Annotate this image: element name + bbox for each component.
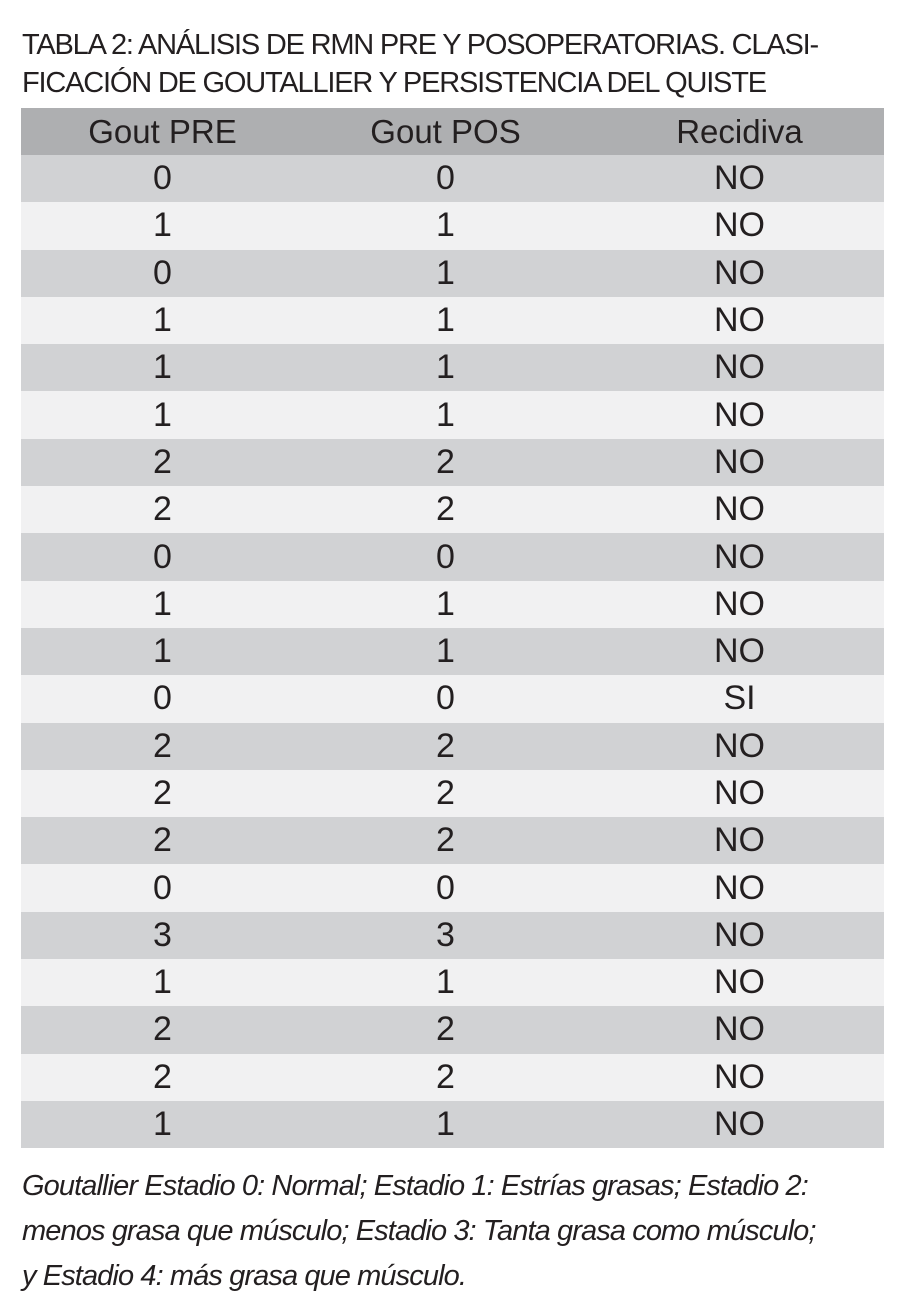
cell-recidiva: NO (587, 533, 884, 580)
table-caption (22, 26, 882, 102)
cell-gout-pre: 1 (21, 581, 304, 628)
cell-gout-pre: 2 (21, 817, 304, 864)
header-recidiva: Recidiva (587, 108, 884, 155)
table-row (21, 155, 884, 202)
cell-gout-pos: 2 (304, 1054, 587, 1101)
header-row (21, 108, 884, 155)
table-row (21, 959, 884, 1006)
header-gout-pre: Gout PRE (21, 108, 304, 155)
table-row (21, 533, 884, 580)
footnote-line-3: y Estadio 4: más grasa que músculo. (22, 1260, 467, 1292)
cell-gout-pre: 2 (21, 1006, 304, 1053)
table-row (21, 912, 884, 959)
table-row (21, 202, 884, 249)
cell-recidiva: NO (587, 864, 884, 911)
table-row (21, 675, 884, 722)
cell-recidiva: NO (587, 202, 884, 249)
cell-gout-pos: 1 (304, 297, 587, 344)
caption-line-1: TABLA 2: ANÁLISIS DE RMN PRE Y POSOPERATORIAS. CLASI- (22, 29, 818, 61)
cell-gout-pos: 0 (304, 533, 587, 580)
table-row (21, 250, 884, 297)
cell-gout-pre: 0 (21, 864, 304, 911)
cell-gout-pre: 2 (21, 486, 304, 533)
cell-recidiva: NO (587, 770, 884, 817)
cell-gout-pre: 1 (21, 202, 304, 249)
table-body (21, 155, 884, 1148)
cell-gout-pos: 1 (304, 959, 587, 1006)
table-header (21, 108, 884, 155)
table-row (21, 1101, 884, 1148)
cell-recidiva: NO (587, 155, 884, 202)
cell-gout-pos: 3 (304, 912, 587, 959)
cell-recidiva: NO (587, 486, 884, 533)
table-row (21, 770, 884, 817)
cell-gout-pre: 1 (21, 297, 304, 344)
cell-gout-pre: 3 (21, 912, 304, 959)
cell-gout-pos: 1 (304, 1101, 587, 1148)
cell-recidiva: NO (587, 1054, 884, 1101)
cell-gout-pos: 1 (304, 391, 587, 438)
cell-gout-pos: 1 (304, 581, 587, 628)
cell-recidiva: NO (587, 391, 884, 438)
cell-gout-pos: 1 (304, 202, 587, 249)
cell-gout-pos: 1 (304, 344, 587, 391)
table-row (21, 1006, 884, 1053)
table-row (21, 817, 884, 864)
cell-gout-pos: 2 (304, 439, 587, 486)
cell-recidiva: NO (587, 581, 884, 628)
cell-recidiva: NO (587, 723, 884, 770)
table-row (21, 628, 884, 675)
cell-recidiva: NO (587, 817, 884, 864)
cell-gout-pre: 1 (21, 1101, 304, 1148)
cell-recidiva: NO (587, 250, 884, 297)
cell-gout-pos: 2 (304, 770, 587, 817)
table-row (21, 344, 884, 391)
cell-gout-pre: 1 (21, 959, 304, 1006)
table-row (21, 297, 884, 344)
cell-recidiva: NO (587, 628, 884, 675)
cell-gout-pre: 0 (21, 155, 304, 202)
footnote-line-1: Goutallier Estadio 0: Normal; Estadio 1: Estrías grasas; Estadio 2: (22, 1170, 808, 1202)
cell-gout-pos: 0 (304, 155, 587, 202)
cell-gout-pre: 1 (21, 344, 304, 391)
cell-recidiva: NO (587, 1101, 884, 1148)
table-row (21, 391, 884, 438)
cell-recidiva: SI (587, 675, 884, 722)
cell-gout-pre: 1 (21, 391, 304, 438)
table-row (21, 581, 884, 628)
cell-gout-pos: 2 (304, 723, 587, 770)
cell-gout-pos: 2 (304, 1006, 587, 1053)
cell-gout-pos: 2 (304, 817, 587, 864)
cell-recidiva: NO (587, 912, 884, 959)
cell-gout-pos: 2 (304, 486, 587, 533)
goutallier-table (21, 108, 884, 1148)
cell-gout-pre: 0 (21, 675, 304, 722)
cell-gout-pos: 1 (304, 628, 587, 675)
cell-gout-pos: 0 (304, 675, 587, 722)
cell-gout-pre: 2 (21, 723, 304, 770)
cell-gout-pre: 2 (21, 770, 304, 817)
cell-recidiva: NO (587, 297, 884, 344)
cell-recidiva: NO (587, 1006, 884, 1053)
table-row (21, 439, 884, 486)
caption-line-2: FICACIÓN DE GOUTALLIER Y PERSISTENCIA DEL QUISTE (22, 67, 766, 99)
table-footnote (22, 1164, 884, 1299)
cell-gout-pre: 0 (21, 250, 304, 297)
cell-gout-pre: 0 (21, 533, 304, 580)
cell-recidiva: NO (587, 344, 884, 391)
footnote-line-2: menos grasa que músculo; Estadio 3: Tanta grasa como músculo; (22, 1215, 816, 1247)
cell-gout-pos: 0 (304, 864, 587, 911)
cell-gout-pos: 1 (304, 250, 587, 297)
cell-gout-pre: 2 (21, 1054, 304, 1101)
cell-gout-pre: 1 (21, 628, 304, 675)
cell-recidiva: NO (587, 439, 884, 486)
cell-recidiva: NO (587, 959, 884, 1006)
table-row (21, 486, 884, 533)
table-row (21, 864, 884, 911)
table-row (21, 1054, 884, 1101)
cell-gout-pre: 2 (21, 439, 304, 486)
header-gout-pos: Gout POS (304, 108, 587, 155)
table-row (21, 723, 884, 770)
